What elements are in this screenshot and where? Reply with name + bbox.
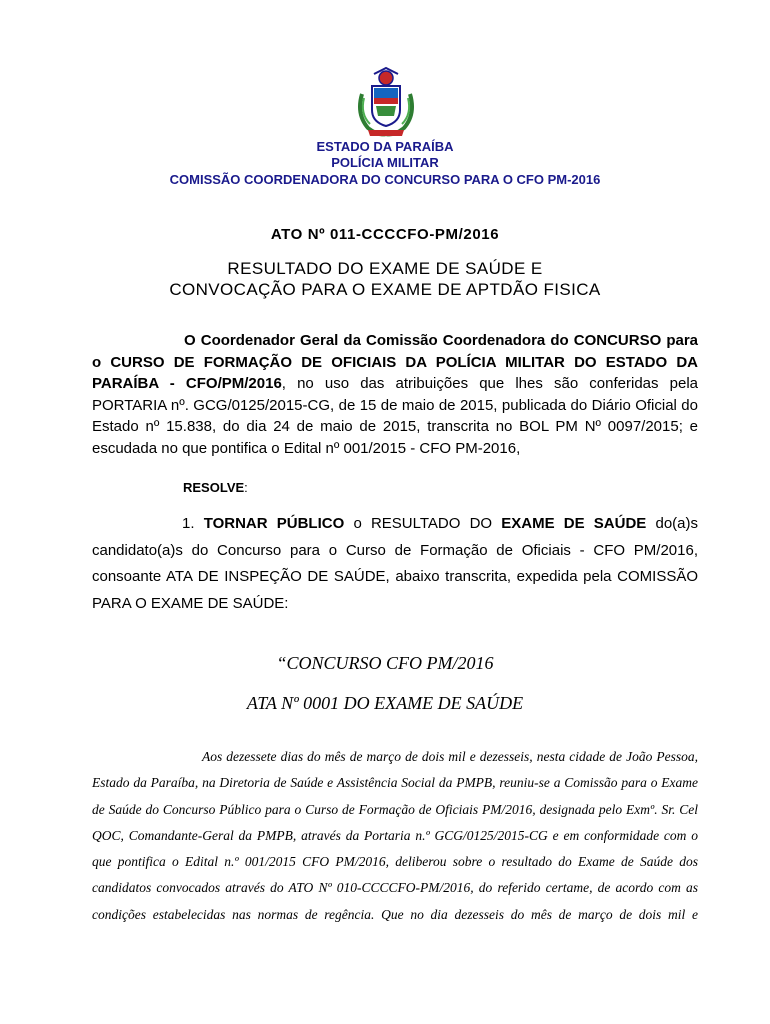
document-title-line2: CONVOCAÇÃO PARA O EXAME DE APTDÃO FISICA <box>169 280 601 299</box>
resolve-colon: : <box>244 480 248 495</box>
item-bold-2: EXAME DE SAÚDE <box>501 515 647 532</box>
ata-body-text: Aos dezessete dias do mês de março de dois mil e dezesseis, nesta cidade de João Pessoa, Estado da Paraíba, na Diretoria de Saúde e Assistência Social da PMPB, reuniu-se a Comissão para o Exame de Saúde do Concurso Público para o Curso de Formação de Oficiais PM/2016, designada pelo Exmº. Sr. Cel QOC, Comandante-Geral da PMPB, através da Portaria n.º GCG/0125/2015-CG e em conformidade com o que pontifica o Edital n.º 001/2015 CFO PM/2016, deliberou sobre o resultado do Exame de Saúde dos candidatos convocados através do ATO Nº 010-CCCCFO-PM/2016, do referido certame, de acordo com as condições estabelecidas nas normas de regência. Que no dia dezesseis do mês de março de dois mil e <box>92 749 698 922</box>
ata-contest-title: “CONCURSO CFO PM/2016 <box>276 653 494 673</box>
ata-number-title: ATA Nº 0001 DO EXAME DE SAÚDE <box>246 693 524 713</box>
item-text-2: do(a)s candidato(a)s do Concurso para o Curso de Formação de Oficiais - CFO PM/2016, consoante ATA DE INSPEÇÃO DE SAÚDE, abaixo transcrita, expedida pela COMISSÃO PARA O EXAME DE SAÚDE: <box>92 515 699 612</box>
intro-paragraph <box>92 330 698 459</box>
item-text-1: o RESULTADO DO <box>344 515 502 532</box>
header-state: ESTADO DA PARAÍBA <box>316 139 454 154</box>
item-number: 1. <box>182 515 195 532</box>
header-commission: COMISSÃO COORDENADORA DO CONCURSO PARA O CFO PM-2016 <box>169 172 601 187</box>
ata-body-paragraph <box>92 744 698 928</box>
ato-number: ATO Nº 011-CCCCFO-PM/2016 <box>270 226 500 243</box>
resolution-item-1 <box>92 511 698 617</box>
resolve-heading <box>183 480 248 495</box>
intro-bold-text: O Coordenador Geral da Comissão Coordenadora do CONCURSO para o CURSO DE FORMAÇÃO DE OFICIAIS DA POLÍCIA MILITAR DO ESTADO DA PARAÍBA - CFO/PM/2016 <box>92 332 698 392</box>
header-police: POLÍCIA MILITAR <box>331 155 439 170</box>
resolve-label: RESOLVE <box>183 480 245 495</box>
document-title-line1: RESULTADO DO EXAME DE SAÚDE E <box>227 259 543 278</box>
intro-rest-text: , no uso das atribuições que lhes são conferidas pela PORTARIA nº. GCG/0125/2015-CG, de 15 de maio de 2015, publicada do Diário Oficial do Estado nº 15.838, do dia 24 de maio de 2015, transcrita no BOL PM Nº 0097/2015; e escudada no que pontifica o Edital nº 001/2015 - CFO PM-2016, <box>92 375 699 457</box>
item-bold-1: TORNAR PÚBLICO <box>203 515 345 532</box>
state-coat-of-arms-icon <box>354 64 418 138</box>
